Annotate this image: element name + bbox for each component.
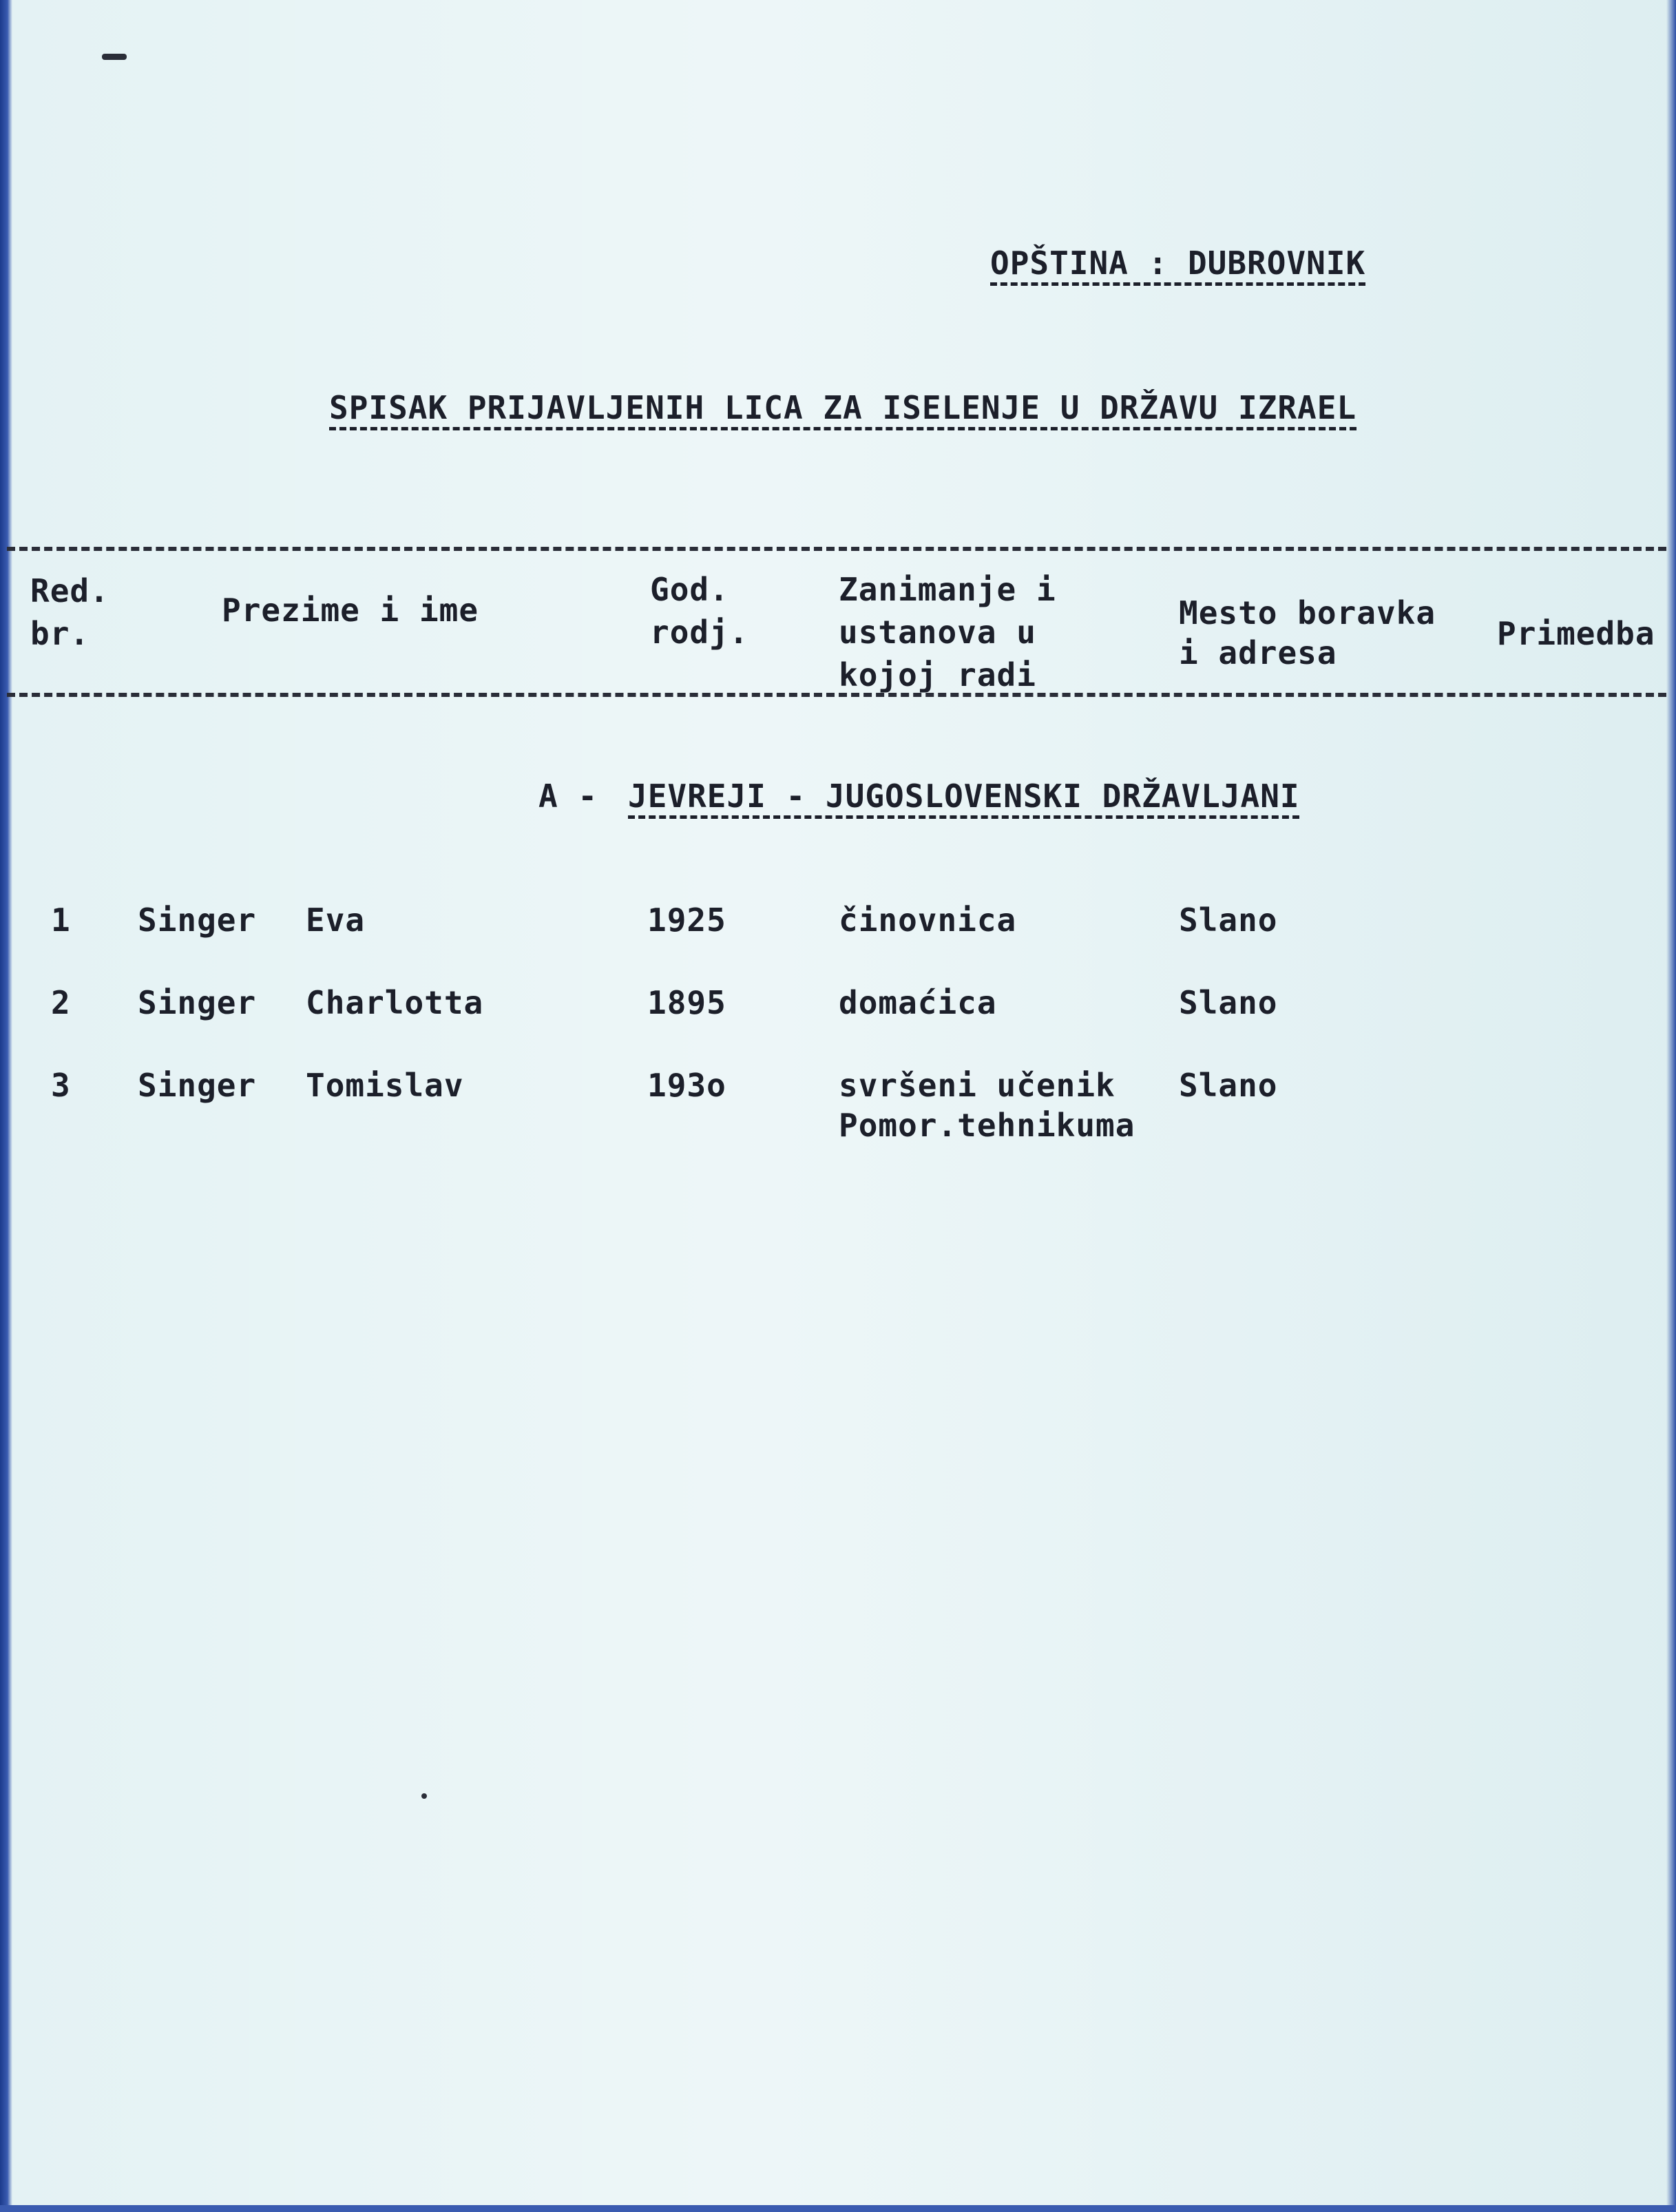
row-surname: Singer [138, 984, 257, 1021]
row-number: 3 [51, 1067, 71, 1104]
row-first-name: Eva [306, 901, 366, 939]
row-birth-year: 193o [647, 1067, 726, 1104]
header-top-rule [7, 547, 1666, 551]
col-header-year-line2: rodj. [650, 614, 749, 651]
col-header-occupation-line2: ustanova u [839, 614, 1036, 651]
scan-bottom-edge [0, 2205, 1676, 2212]
row-surname: Singer [138, 1067, 257, 1104]
row-number: 2 [51, 984, 71, 1021]
row-occupation: svršeni učenik [839, 1067, 1115, 1104]
row-occupation-continued: Pomor.tehnikuma [839, 1107, 1135, 1144]
header-bottom-rule [7, 693, 1666, 697]
document-title: SPISAK PRIJAVLJENIH LICA ZA ISELENJE U DRŽAVU IZRAEL [329, 389, 1357, 426]
section-heading: JEVREJI - JUGOSLOVENSKI DRŽAVLJANI [628, 778, 1300, 815]
col-header-year-line1: God. [650, 571, 729, 608]
row-place: Slano [1179, 984, 1278, 1021]
scan-right-edge [1666, 0, 1676, 2212]
row-surname: Singer [138, 901, 257, 939]
row-number: 1 [51, 901, 71, 939]
row-occupation: domaćica [839, 984, 997, 1021]
municipality-heading: OPŠTINA : DUBROVNIK [990, 244, 1366, 282]
ink-speck [102, 54, 127, 60]
row-first-name: Tomislav [306, 1067, 464, 1104]
section-prefix: A - [538, 778, 618, 815]
row-place: Slano [1179, 901, 1278, 939]
col-header-remark: Primedba [1497, 615, 1655, 652]
row-occupation: činovnica [839, 901, 1017, 939]
col-header-address-line2: i adresa [1179, 634, 1337, 671]
scan-left-edge [0, 0, 12, 2212]
col-header-name: Prezime i ime [222, 592, 479, 629]
col-header-rbr-line1: Red. [30, 572, 109, 609]
row-first-name: Charlotta [306, 984, 484, 1021]
row-place: Slano [1179, 1067, 1278, 1104]
col-header-rbr-line2: br. [30, 615, 90, 652]
ink-speck [421, 1793, 427, 1799]
row-birth-year: 1925 [647, 901, 726, 939]
col-header-occupation-line1: Zanimanje i [839, 571, 1056, 608]
col-header-occupation-line3: kojoj radi [839, 656, 1036, 693]
row-birth-year: 1895 [647, 984, 726, 1021]
col-header-address-line1: Mesto boravka [1179, 594, 1436, 632]
